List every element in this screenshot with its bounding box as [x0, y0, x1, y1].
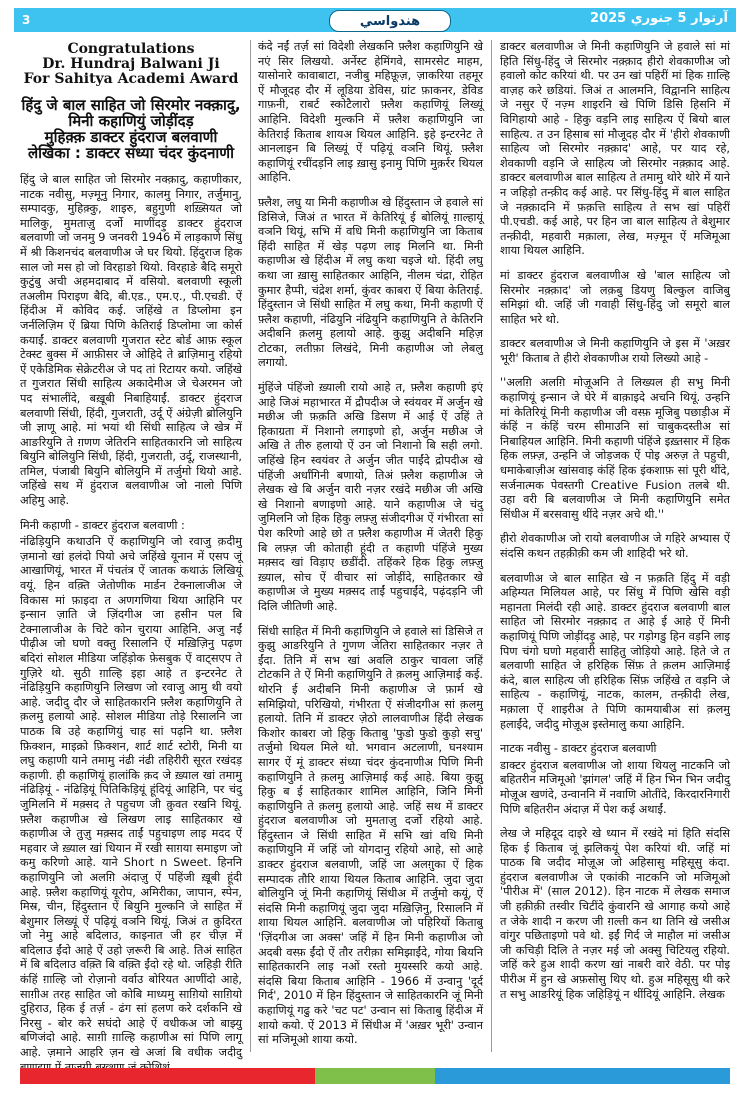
column-3 [500, 40, 730, 1052]
paragraph: बलवाणीअ जे बाल साहित खे न फ़क़ति हिंदु में वड़ी अहिम्यत मिलियल आहे, पर सिंधु में पिणि खेसि वड़ी महानता मिलंदी रही आहे. डाक्टर हुंदराज बलवाणी बाल साहित जो सिरमोर नक़्क़ाद त आहे ई आहे ऐं मिनी कहाणियूं पिणि जोड़ींदड़ु आहे, पर गड़ोगडु हिन वड़नि लाइ पिण चंगो घणो महवारी साहितु जोड़ियो आहे. हिते जे त बलवाणी साहित जे हरिहिक सिंफ़ ते क़लम आज़िमाई कंदे, बाल साहित्य जी हरिहिक सिंफ़ जहिंखे त वड़नि जे साहित्य - कहाणियूं, नाटक, कालम, तन्क़ीदी लेख, मक़ाला ऐं शाइरीअ ते पिणि कामयाबीअ सां क़लमु हलाईंदे, जदीदु मोज़ूअ इस्तेमालु कया आहिनि. [500, 571, 730, 731]
paragraph: फ़्लैश, लघु या मिनी कहाणीअ खे हिंदुस्तान जे हवाले सां डिसिजे, जिअं त भारत में केतिरियूं ई बोलियूं ग़ाल्हायूं वञनि थियूं, सभि में वधि मिनी कहाणियुनि जा किताब हिंदी साहित में खेड़ पढ़ण लाइ मिलनि था. मिनी कहाणीअ खे हिंदीअ में लघु कथा चइजे थो. हिंदी लघु कथा जा ख़ासु साहितकार आहिनि, नीलम चंद्रा, रोहित कुमार हैप्पी, चंद्रेश शर्मा, कुंवर काबरा ऐं बिया केतिराई. हिंदुस्तान जे सिंधी साहित में लघु कथा, मिनी कहाणी ऐं फ़्लैश कहाणी, नंढियुनि नंढियुनि कहाणियुनि ते केतिरनि अदीबनि क़लमु हलायो आहे. कुझु अदीबनि महिज़ टोटका, लतीफ़ा लिखंदे, मिनी कहाणीअ जो लेबलु लगायो. [258, 195, 483, 370]
paragraph: नंढिड़ियुनि कथाउनि ऐं कहाणियुनि जो रवाजु क़दीमु ज़मानो खां हलंदो पियो अचे जहिंखे यूनान में एसप जूं आखाणियूं, भारत में पंचतंत्र ऐं जातक कथाऊं लिखियूं वयूं. हिन वक़्ति जेतोणीक मार्डन टेक्नालाजीअ जे विकास मां फ़ाइदा त अणगणिया थिया आहिनि पर इन्सान ज़ाति जे ज़िंदगीअ जा हसीन पल बि टेक्नालाजीअ के चिटे कोन चुराया आहिनि. अजु नईं पीढ़ीअ जो घणो वक्तु रिसालनि ऐं मख़िज़िनु पढ़ण बदिरां सोशल मीडिया जहिंड़ोक फ़ेसबुक ऐं वाट्सएप ते गुज़िरे थो. सुठी ग़ाल्हि इहा आहे त इन्टरनेट ते नंढिड़ियुनि कहाणियुनि लिखण जो रवाजु आमु थी वयो आहे. जदीदु दौर जे साहितकारनि फ़्लैश कहाणियुनि ते क़लमु हलायो आहे. सोशल मीडिया तोड़े रिसालनि जा पाठक बि उहे कहाणियुं चाह सां पढ़नि था. फ़्लैश फ़िक्शन, माइक्रो फ़िक्शन, शार्ट शार्ट स्टोरी, मिनी या लघु कहाणी याने तमामु नंढी नंढी तहिरीरी सूरत रखंदड़ कहाणी. ही कहाणियूं हालांकि क़द जे ख़्याल खां तमामु नंढिड़ियूं - नंढिड़ियूं पितिकिड़ियूं हूंदियूं आहिनि, पर चंदु जुमिलनि में मक़्सद ते पहुचण जी क़ुवत रखनि थियूं. फ़्लैश कहाणीअ खे लिखण लाइ साहितकार खे कहाणीअ जे तुज़ु मक़्सद ताईं पहुचाइण लाइ मदद ऐं महवार जे ख़्याल खां धियान में रखी साग़या समाइण जो कमु करिणो आहे. याने Short n Sweet. हिननि कहाणियुनि जो अलग़ि अंदाज़ु ऐं पहिंजी ख़ूबी हूंदी आहे. फ़्लैश कहाणियूं यूरोप, अमिरीका, जापान, स्पेन, मिस्र, चीन, हिंदुस्तान ऐं बियुनि मुल्कनि जे साहित में बेशुमार लिख्यूं ऐं पढ़ियूं वञनि थियूं. जिअं त क़ुदिरत जो नेमु आहे बदिलाउ, काइनात जी हर चीज़ में बदिलाउ ईंदो आहे ऐं उहो ज़रूरी बि आहे. तिअं साहित में बि बदिलाउ वक़्ति बि वक़्ति ईंदो रहे थो. जहिड़ी रीति कंहिं ग़ाल्हि जो रोज़ानो वर्वाउ बोरियत आणींदो आहे, साग़ीअ तरह साहित जो कोबि माध्यमु साग़ियो साग़ियो दुहिराउ, हिक ई तर्ज़ - ढंग सां हलण करे दर्शकनि खे निरसु - बोर करे सघंदो आहे ऐं वधीकअ जो बाझ्यु बणिजंदो आहे. साग़ी ग़ाल्हि कहाणीअ सां पिणि लागू आहे. ज़माने आहरि ज़न खे अजां बि वधीक जदीदु [20, 535, 242, 1060]
paragraph: डाक्टर बलवाणीअ जे मिनी कहाणियुनि जे इस में 'अख़र भूरी' किताब ते हीरो शेवकाणीअ रायो लिख्यो आहे - [500, 337, 730, 365]
footer-red-segment [20, 1068, 315, 1084]
paragraph: सिंधी साहित में मिनी कहाणियुनि जे हवाले सां डिसिजे त कुझु आङरियुनि ते गुणण जेतिरा साहितकार नज़र ते ईंदा. तिनि में सभ खां अवलि ठाकुर चावला जहिं टोटकनि ते ऐं मिनी कहाणियुनि ते क़लमु आज़िमाई कई. थोरनि ई अदीबनि मिनी कहाणीअ जे फ़ार्म खे समिझियो, परिखियो, गंभीरता ऐं संजीदगीअ सां क़लमु हलायो. तिनि में डाक्टर ज़ेठो लालवाणीअ हिंदी लेखक किशोर काबरा जो हिकु किताबु 'फुडो फुडो कुड़ो सचु' तर्जुमो थियल मिले थो. भगवान अटलाणी, घनश्याम सागर ऐं मूं डाक्टर संध्या चंदर कुंदनाणीअ पिणि मिनी कहाणियुनि ते क़लमु आज़िमाई कई आहे. बिया कुझु हिकु ब ई साहितकार शामिल आहिनि, जिनि मिनी कहाणियुनि ते क़लमु हलायो आहे. जहिं सथ में डाक्टर हुंदराज बलवाणीअ जो मुमताज़ु दर्जो रहियो आहे. हिंदुस्तान जे सिंधी साहित में सभि खां वधि मिनी कहाणियुनि में जहिं जो योगदानु रहियो आहे, सो आहे डाक्टर हुंदराज बलवाणी, जहिं जा अलग़ुका ऐं हिक सम्पादक तौरि शाया थियल किताब आहिनि. जुदा जुदा बोलियुनि जूं मिनी कहाणियूं सिंधीअ में तर्जुमो कयूं, ऐं संदसि मिनी कहाणियूं जुदा जुदा मख़िज़िनु, रिसालनि में शाया थियल आहिनि. बलवाणीअ जो पहिरियों किताबु 'ज़िंदगीअ जा अक्स' जहिं में हिन मिनी कहाणीअ जो अदबी वस्फ़ ईंदो ऐं तौर तरीक़ा समिझाईंदे, गोया बियनि साहितकारनि लाइ नओं रस्तो मुयस्सरि कयो आहे. संदसि बिया किताब आहिनि - 1966 में उन्वानु 'दूर्द गिर्द', 2010 में हिन हिंदुस्तान जे साहितकारनि जूं मिनी कहाणियूं गढु करे 'चट पट' उन्वान सां किताबु हिंदीअ में शायो कयो. ऐं 2013 में सिंधीअ में 'अख़र भूरी' उन्वान सां मजिमूओ शाया कयो. [258, 624, 483, 1047]
issue-date: آرتوار 5 جنوري 2025 [590, 11, 728, 26]
quotation: ''अलग़ि अलग़ि मोज़ूअनि ते लिख्यल ही सभु मिनी कहाणियूं इन्सान जे घेरे में बाक़ाइदे अचनि थियूं. उन्हनि मां केतिरियूं मिनी कहाणीअ जी वस्फ़ मूजिबु पछाड़ीअ में कंहिं न कंहिं चरम सीमाउनि सां चाबुकदस्तीअ सां निबाहियल आहिनि. मिनी कहाणी पंहिंजे इख़्तसार में हिक हिक लफ़्ज़, उन्हनि जे जोड़जक ऐं पोइ अरुज़ ते पहुची, धमाकेबाज़ीअ खांसवाइ कंहिं हिक इंकशाफ़ सां पूरी थींदे, सर्जनात्मक पेवस्तगी Creative Fusion तलबे थी. उहा वरी बि बलवाणीअ जे मिनी कहाणियुनि समेत सिंधीअ में बरसवासु थींदे नज़र अचे थी.'' [500, 376, 730, 521]
paragraph: डाक्टर हुंदराज बलवाणीअ जो शाया थियलु नाटकनि जो बहितरीन मजिमूओ 'झांगल' जहिं में हिन भिन भिन जदीदु मोज़ूअ खणंदे, उन्वाननि में नवाणि ओतींदे, किरदारनिगारी पिणि बहितरीन अंदाज़ में पेश कई अथाईं. [500, 758, 730, 816]
paragraph: हीरो शेवकाणीअ जो रायो बलवाणीअ जे गहिरे अभ्यास ऐं संदसि कथन तहक़ीक़ी कम जी शाहिदी भरे थो. [500, 532, 730, 560]
section-subheading: मिनी कहाणी - डाक्टर हुंदराज बलवाणी : [20, 518, 185, 532]
column-1 [20, 40, 242, 1060]
footer-blue-segment [435, 1068, 730, 1084]
paragraph: मुंहिंजे पंहिंजो ख़्याली रायो आहे त, फ़्लैश कहाणी इएं आहे जिअं महाभारत में द्रौपदीअ जे स्वंयवर में अर्जुन खे मछीअ जी फ़क़ति अखि डिसण में आई ऐं उहिं ते हिकाग्रता में निशानो लगाइणो हो, अर्जुन मछीअ जे अखि ते तीरु हलायो ऐं उन जो निशानो बि सही लगो. जहिंखे हिन स्वयंवर ते अर्जुन जीत पाईंदे द्रोपदीअ खे पंहिंजी अर्धांगिनी बणायो, तिअं फ़्लैश कहाणीअ जे लेखक खे बि अर्जुन वारी नज़र रखंदे मछीअ जी अखि खे निशानो बणाइणो आहे. याने कहाणीअ जे चंदु जुमिलनि जो हिक हिकु लफ़्ज़ु संजीदगीअ ऐं गंभीरता सां पेश करिणो आहे छो त फ़्लैश कहाणीअ में जेतरी हिकु बि लफ़्ज़ जी कोताही हूंदी त कहाणी पंहिंजे मुख्य मक़्सद खां विड़ाए छडींदी. तहिंकरे हिक हिकु लफ़्ज़ु ख़्याल, सोच ऐं वीचार सां जोड़ींदे, साहितकार खे कहाणीअ जे मुख्य मक़्सद ताईं पहुचाईंदे, पढ़ंदड़नि जी दिलि जीतिणी आहे. [258, 381, 483, 613]
article-author: लेखिका : डाक्टर संध्या चंदर कुंदनाणी [27, 144, 235, 162]
paragraph: कंदे नईं तर्ज़ सां विदेशी लेखकनि फ़्लैश कहाणियुनि खे नएं सिर लिखयो. अर्नेस्ट हेमिंगवे, सामरसेट माहम, यासोनारे कावाबाटा, नजीबु महिफ़ूज़, ज़ाकरिया तहमूर ऐं मौजूदह दौर में लूडिया डेविस, ग्रांट फ़ाकनर, डेविड गाफ़नी, राबर्ट स्कोटैलारो फ़्लैश कहाणियूं लिख्यूं आहिनि. विदेशी मुल्कनि में फ़्लैश कहाणियुनि जा केतिराई किताब शायअ थियल आहिनि. इहे इन्टरनेट ते आनलाइन बि लिख्यूं ऐं पढ़ियूं वञनि थियूं. फ़्लैश कहाणियूं रचींदड़नि लाइ ख़ासु इनामु पिणि मुक़र्रर थियल आहिनि. [258, 40, 483, 185]
congratulation-heading [20, 42, 242, 87]
column-divider [250, 40, 251, 1052]
paragraph: डाक्टर बलवाणीअ जे मिनी कहाणियुनि जे हवाले सां मां हिति सिंधु-हिंदु जे सिरमोर नक़्क़ाद हीरो शेवकाणीअ जो हवालो कोट करियां थी. पर उन खां पहिरीं मां हिक ग़ाल्हि वाज़ह करे छडियां. जिअं त आलमनि, विद्वाननि साहित्य जे नसुर ऐं नज़्म शाइरनि खे पिणि डिसि हिसनि में विगिहायो आहे - हिकु वड़नि लाइ साहित्य ऐं बियो बाल साहित्य. त उन हिसाब सां मौजूदह दौर में 'हीरो शेवकाणी साहित्य जो सिरमोर नक़्क़ाद' आहे, पर याद रहे, शेवकाणी वड़नि जे साहित्य जो सिरमोर नक़्क़ाद आहे. डाक्टर बलवाणीअ बाल साहित्य ते तमामु थोरे थोरे में याने न जहिड़ो तन्क़ीद कई आहे. पर सिंधु-हिंदु में बाल साहित जे नक़्क़ादनि में फ़क़त्ति साहित्य ते सभ खां पहिरीं पी.एचडी. कई आहे, पर हिन जा बाल साहित्य ते बेशुमार तन्क़ीदी, महवारी मक़ाला, लेख, मज़्मून ऐं मजिमूआ शाया थियल आहिनि. [500, 40, 730, 258]
headline-line-2: मुहिक़्क़ डाक्टर हुंदराज बलवाणी [44, 128, 218, 146]
headline-line-1: हिंदु जे बाल साहित जो सिरमोर नक्क़ादु, मिनी कहाणियुं जोड़ींदड़ [21, 96, 241, 130]
page-number: 3 [22, 13, 31, 27]
congrats-line: Congratulations [67, 41, 195, 57]
paragraph: हिंदु जे बाल साहित जो सिरमोर नक्क़ादु, कहाणीकार, नाटक नवीसु, मज़्मूनु निगार, कालमु निगार, तर्जुमानु, सम्पादकु, मुहिक़्कु, शाइरु, बहुगुणी शख़्सियत जो मालिकु, मुमताज़ु दर्जो माणींदड़ु डाक्टर हुंदराज बलवाणी जो जनमु 9 जनवरी 1946 में लाड़काणे सिंधु में श्री किशनचंद बलवाणीअ जे घर थियो. हिंदुराज हिक साल जो मस हो जो विरहाङो थियो. विरहाङे बैदि समूरो कुटुंबु अची अहमदाबाद में वसियो. बलवाणी स्कूली तअलीम पिराइण बैदि, बी.एड., एम.ए., पी.एचडी. ऐं हिंदीअ में कोविद कई. जहिंखे त डिप्लोमा इन जर्नलिज़िम ऐं ब्रिया पिणि केतिराई डिप्लोमा जा कोर्स कयाईं. डाक्टर बलवाणी गुजरात स्टेट बोर्ड आफ़ स्कूल टेक्स्ट बुक्स में आफ़ीसर जे ओहिदे ते ब्राज़िमानु रहियो ऐं एकेडिमिक सेक्रेटरीअ जे पद तां रिटायर कयो. जहिंखे त गुजरात सिंधी साहित्य अकादेमीअ जे चेअरमन जो पद संभालींदे, बख़ूबी निबाहियाईं. डाक्टर हुंदराज बलवाणी सिंधी, हिंदी, गुजराती, उर्दू ऐं अंग्रेज़ी ब्रोलियुनि जी ज्ञाणू आहे. मां भयां थी सिंधी साहित्य जे खेत्र में आङरियुनि ते ग़णण जेतिरनि साहितकारनि जो साहित्य बियुनि बोलियुनि सिंधी, हिंदी, गुजराती, उर्दू, राजस्थानी, तमिल, पंजाबी बियुनि बोलियुनि में तर्जुमो थियो आहे. जहिंखे सथ में हुंदराज बलवाणीअ जो नालो पिणि अहिमु आहे. [20, 173, 242, 508]
paragraph: मां डाक्टर हुंदराज बलवाणीअ खे 'बाल साहित्य जो सिरमोर नक़्क़ाद' जो लक़बु डियणु बिल्कुल वाजिबु समिझां थी. जहिं जी गवाही सिंधु-हिंदु जो समूरो बाल साहित भरे थो. [500, 268, 730, 326]
honoree-name: Dr. Hundraj Balwani Ji [42, 56, 220, 72]
column-2 [258, 40, 483, 1052]
footer-green-segment [315, 1068, 435, 1084]
award-line: For Sahitya Academi Award [23, 71, 239, 87]
footer-color-bar [20, 1068, 730, 1084]
column-divider [491, 40, 492, 1052]
header-bar [14, 8, 736, 32]
article-headline [20, 97, 242, 161]
paragraph: लेख जे महिदूद दाइरे खे ध्यान में रखंदे मां हिति संदसि हिक ई किताब जूं झलिकयूं पेश करियां थी. जहिं मां पाठक बि जदीद मोज़ूअ जो अहिसासु महिसूसु कंदा. हुंदराज बलवाणीअ जे एकांकी नाटकनि जो मजिमूओ 'पीरीअ में' (साल 2012). हिन नाटक में लेखक समाज जी हक़ीक़ी तस्वीर चिटींदे कुंवारनि खे आगाह कयो आहे त जेके शादी न करण जी ग़ल्ती कन था तिनि खे जसीअ वांगुर पछिताइणो पवे थो. इईं गिर्द जे माहौल मां जसीअ जी कचिड़ी दिलि ते नज़र मई जो अक्सु चिटियलु रहियो. जहिं करे हुअ शादी करण खां नाबरी वारे वेठी. पर पोइ पीरीअ में हुन खे अफ़सोसु थिए थो. हुअ महिसूसु थी करे त सभु आङरियूं हिक जहिड़ियूं न थींदियूं आहिनि. लेखक [500, 827, 730, 1001]
section-subheading: नाटक नवीसु - डाक्टर हुंदराज बलवाणी [500, 742, 657, 756]
newspaper-logo: هندواسي [329, 10, 451, 32]
